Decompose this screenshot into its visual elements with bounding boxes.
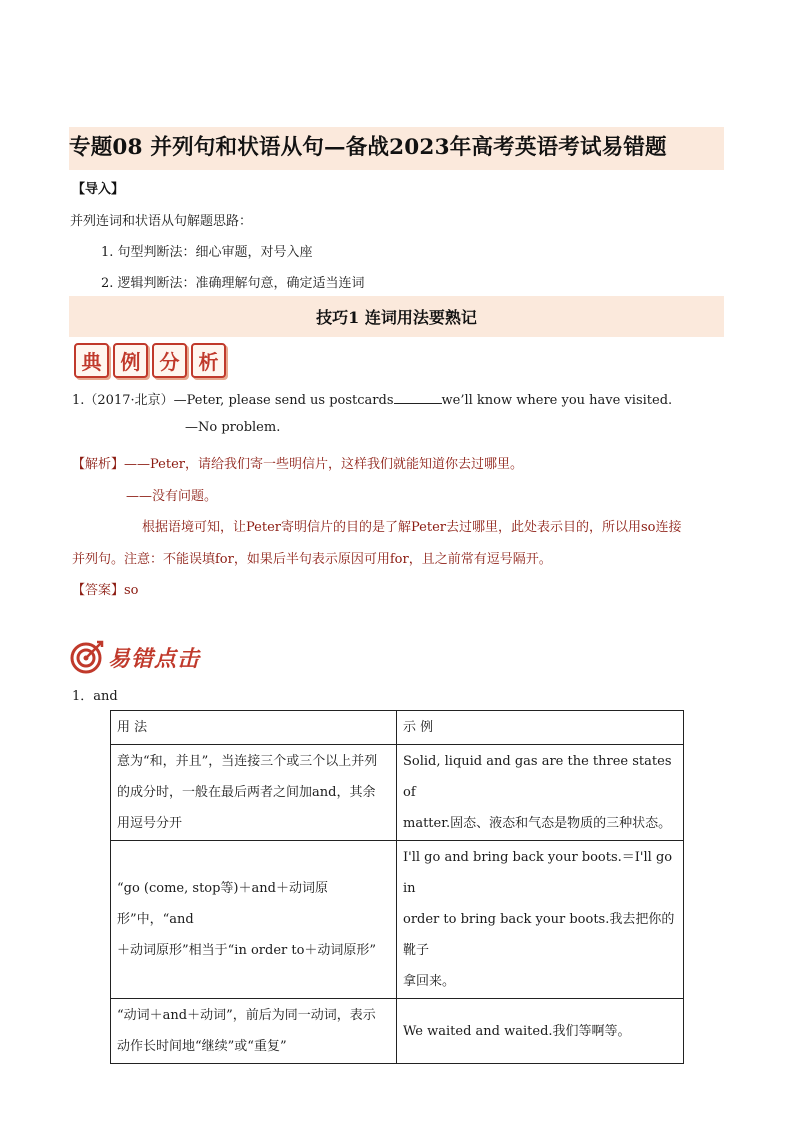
example-question xyxy=(72,389,672,408)
cell-line: 的成分时，一般在最后两者之间加and，其余 xyxy=(117,785,376,800)
analysis-label: 【解析】 xyxy=(72,457,125,472)
cell-line: 用逗号分开 xyxy=(117,816,183,831)
cell-line: order to bring back your boots.我去把你的靴子 xyxy=(403,912,675,958)
cell-line: 意为“和，并且”，当连接三个或三个以上并列 xyxy=(117,754,378,769)
skill-title: 技巧1 连词用法要熟记 xyxy=(316,308,477,327)
intro-lead: 并列连词和状语从句解题思路： xyxy=(70,214,253,229)
cell-line: ＋动词原形”相当于“in order to＋动词原形” xyxy=(117,943,377,958)
error-heading xyxy=(70,640,200,674)
question-after: we’ll know where you have visited. xyxy=(441,393,673,408)
question-before: 1.（2017·北京）—Peter, please send us postcards xyxy=(72,393,394,408)
stamp-char: 典 xyxy=(74,343,109,378)
answer-line xyxy=(72,579,139,598)
intro-heading: 【导入】 xyxy=(72,182,125,197)
example-cell xyxy=(397,841,684,999)
table-row xyxy=(111,745,684,841)
answer-blank xyxy=(394,392,442,404)
intro-item-1: 1. 句型判断法：细心审题，对号入座 xyxy=(101,245,313,260)
document-title: 专题08 并列句和状语从句—备战2023年高考英语考试易错题 xyxy=(69,135,667,160)
example-cell xyxy=(397,745,684,841)
stamp-char: 分 xyxy=(152,343,187,378)
cell-line: 动作长时间地“继续”或“重复” xyxy=(117,1039,287,1054)
conj-label: 1．and xyxy=(72,689,118,704)
usage-cell xyxy=(111,999,397,1064)
stamp-char: 例 xyxy=(113,343,148,378)
example-reply: —No problem. xyxy=(185,420,281,435)
table-row xyxy=(111,841,684,999)
cell-line: Solid, liquid and gas are the three states of xyxy=(403,754,672,800)
answer-value: so xyxy=(124,583,139,598)
analysis-text-1: ——Peter，请给我们寄一些明信片，这样我们就能知道你去过哪里。 xyxy=(124,457,524,472)
table-header-example: 示 例 xyxy=(397,711,684,745)
analysis-line-1 xyxy=(72,453,523,472)
target-icon xyxy=(70,640,104,674)
answer-label: 【答案】 xyxy=(72,583,125,598)
cell-line: “go (come, stop等)＋and＋动词原形”中，“and xyxy=(117,881,328,927)
cell-line: 拿回来。 xyxy=(403,974,456,989)
example-analysis-stamps xyxy=(74,343,226,378)
cell-line: “动词＋and＋动词”，前后为同一动词，表示 xyxy=(117,1008,376,1023)
skill-band xyxy=(69,296,724,337)
example-cell xyxy=(397,999,684,1064)
table-row xyxy=(111,999,684,1064)
cell-line: We waited and waited.我们等啊等。 xyxy=(403,1023,631,1039)
table-header-row xyxy=(111,711,684,745)
and-usage-table xyxy=(110,710,684,1064)
analysis-line-3: 根据语境可知，让Peter寄明信片的目的是了解Peter去过哪里，此处表示目的，所以用so连接 xyxy=(142,520,682,535)
analysis-line-4: 并列句。注意：不能误填for，如果后半句表示原因可用for，且之前常有逗号隔开。 xyxy=(72,552,552,567)
stamp-char: 析 xyxy=(191,343,226,378)
usage-cell xyxy=(111,841,397,999)
cell-line: I'll go and bring back your boots.＝I'll go in xyxy=(403,850,673,896)
table-header-usage: 用 法 xyxy=(111,711,397,745)
cell-line: matter.固态、液态和气态是物质的三种状态。 xyxy=(403,816,672,831)
usage-cell xyxy=(111,745,397,841)
error-heading-text: 易错点击 xyxy=(108,645,201,672)
analysis-line-2: ——没有问题。 xyxy=(126,489,218,504)
intro-item-2: 2. 逻辑判断法：准确理解句意，确定适当连词 xyxy=(101,276,365,291)
